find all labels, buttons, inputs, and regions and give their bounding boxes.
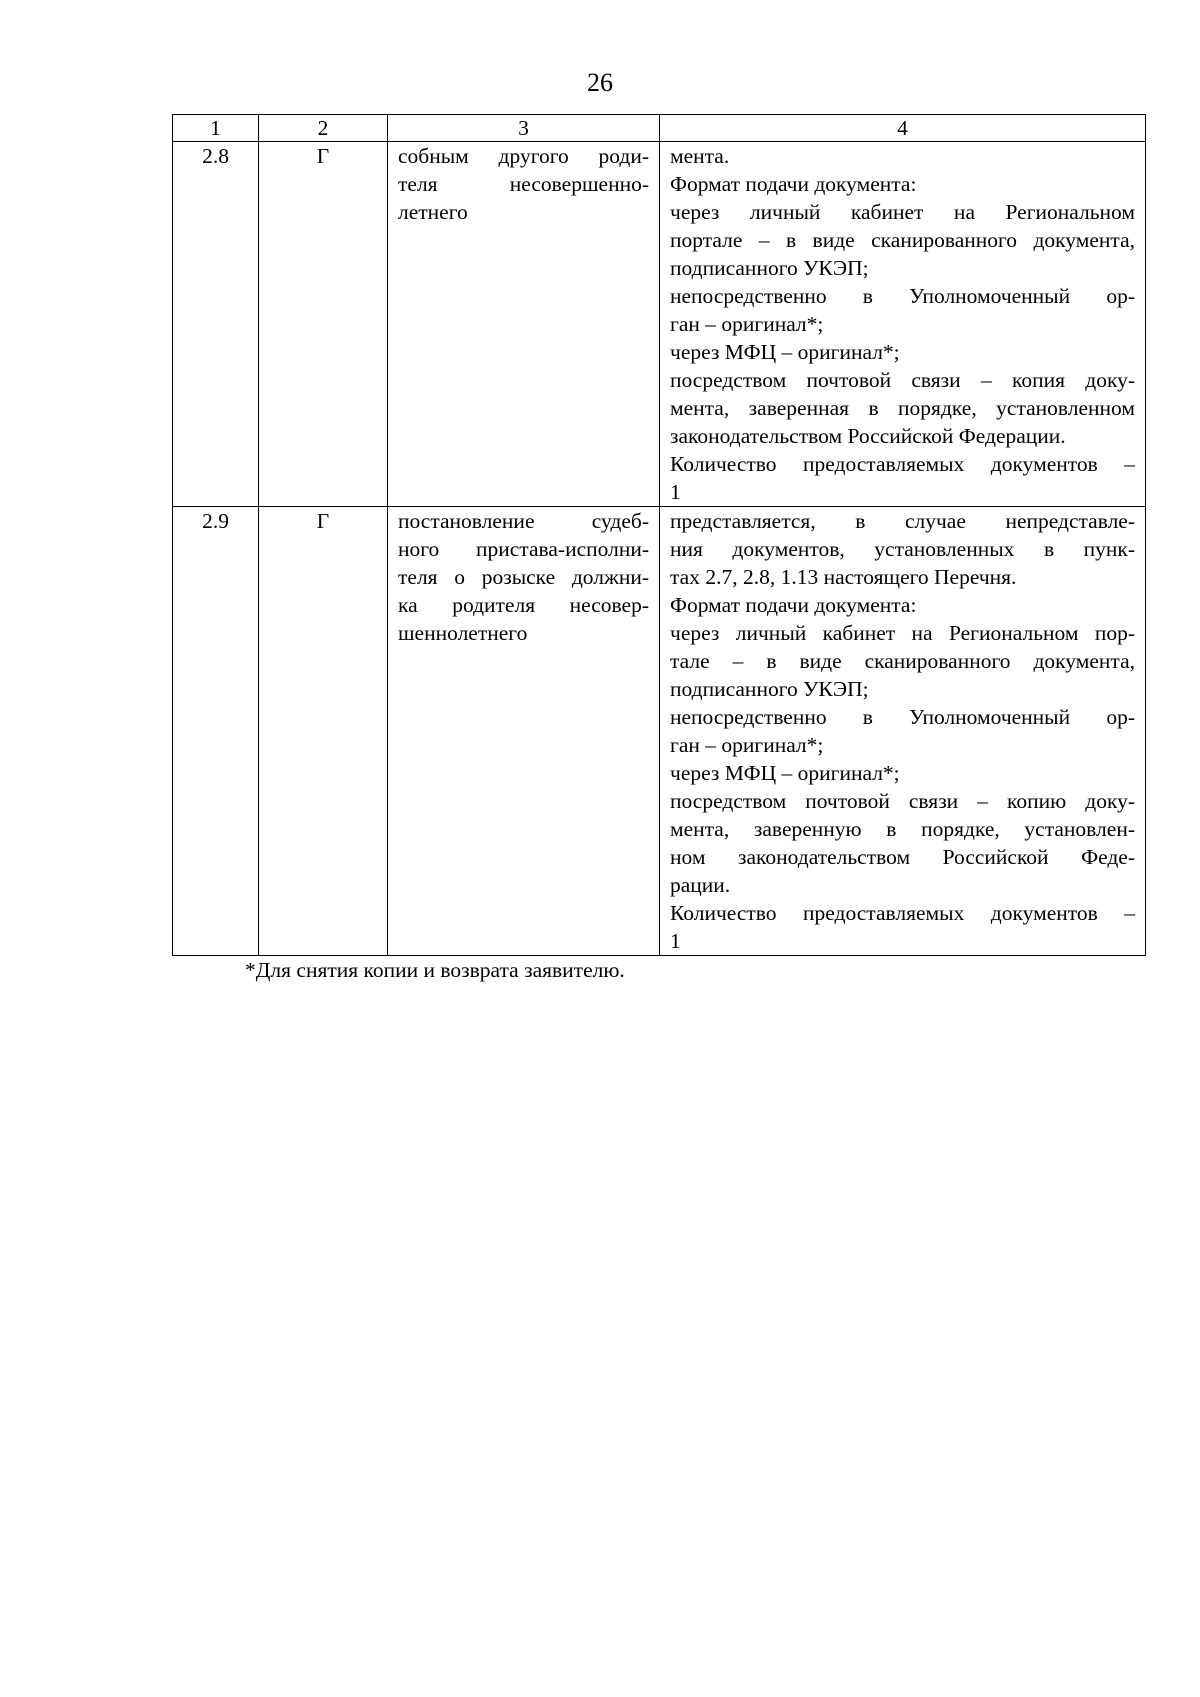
requirements-line: непосредственно в Уполномоченный ор- [670, 705, 1135, 729]
row-number-cell: 2.9 [173, 507, 259, 956]
document-name-line: ного пристава-исполни- [398, 537, 649, 561]
column-header-3: 3 [388, 115, 660, 142]
requirements-cell [660, 507, 1146, 956]
requirements-line: Количество предоставляемых документов – [670, 452, 1135, 476]
requirements-line: Формат подачи документа: [670, 172, 917, 196]
requirements-line: мента. [670, 144, 730, 168]
requirements-line: мента, заверенную в порядке, установлен- [670, 817, 1135, 841]
column-header-2: 2 [259, 115, 388, 142]
document-name-line: шеннолетнего [398, 621, 528, 645]
row-number-cell: 2.8 [173, 142, 259, 507]
requirements-line: ния документов, установленных в пунк- [670, 537, 1135, 561]
table-row [173, 142, 1146, 507]
requirements-line: подписанного УКЭП; [670, 677, 869, 701]
table-body [173, 142, 1146, 956]
requirements-line: через МФЦ – оригинал*; [670, 340, 900, 364]
table-row [173, 507, 1146, 956]
document-name-line: летнего [398, 200, 468, 224]
requirements-line: через личный кабинет на Региональном [670, 200, 1135, 224]
requirements-line: ган – оригинал*; [670, 733, 824, 757]
requirements-line: посредством почтовой связи – копию доку- [670, 789, 1135, 813]
requirements-line: представляется, в случае непредставле- [670, 509, 1135, 533]
document-name-cell [388, 507, 660, 956]
column-header-1: 1 [173, 115, 259, 142]
requirements-line: ном законодательством Российской Феде- [670, 845, 1135, 869]
requirements-line: 1 [670, 929, 681, 953]
requirements-line: рации. [670, 873, 731, 897]
document-name-line: собным другого роди- [398, 144, 649, 168]
requirements-line: тах 2.7, 2.8, 1.13 настоящего Перечня. [670, 565, 1017, 589]
column-header-4: 4 [660, 115, 1146, 142]
requirements-cell [660, 142, 1146, 507]
page-number: 26 [587, 68, 613, 97]
requirements-line: законодательством Российской Федерации. [670, 424, 1066, 448]
requirements-line: через МФЦ – оригинал*; [670, 761, 900, 785]
requirements-line: непосредственно в Уполномоченный ор- [670, 284, 1135, 308]
requirements-line: мента, заверенная в порядке, установленном [670, 396, 1135, 420]
document-name-cell [388, 142, 660, 507]
requirements-line: через личный кабинет на Региональном пор- [670, 621, 1135, 645]
requirements-table [172, 114, 1146, 956]
document-name-line: постановление судеб- [398, 509, 649, 533]
requirements-line: тале – в виде сканированного документа, [670, 649, 1135, 673]
document-name-line: теля несовершенно- [398, 172, 649, 196]
requirements-line: портале – в виде сканированного документа, [670, 228, 1135, 252]
document-name-line: теля о розыске должни- [398, 565, 649, 589]
row-code-cell: Г [259, 142, 388, 507]
requirements-line: ган – оригинал*; [670, 312, 824, 336]
requirements-line: 1 [670, 480, 681, 504]
row-code-cell: Г [259, 507, 388, 956]
requirements-line: подписанного УКЭП; [670, 256, 869, 280]
footnote: *Для снятия копии и возврата заявителю. [245, 958, 625, 982]
table-header-row [173, 115, 1146, 142]
document-name-line: ка родителя несовер- [398, 593, 649, 617]
requirements-line: посредством почтовой связи – копия доку- [670, 368, 1135, 392]
requirements-line: Формат подачи документа: [670, 593, 917, 617]
requirements-line: Количество предоставляемых документов – [670, 901, 1135, 925]
